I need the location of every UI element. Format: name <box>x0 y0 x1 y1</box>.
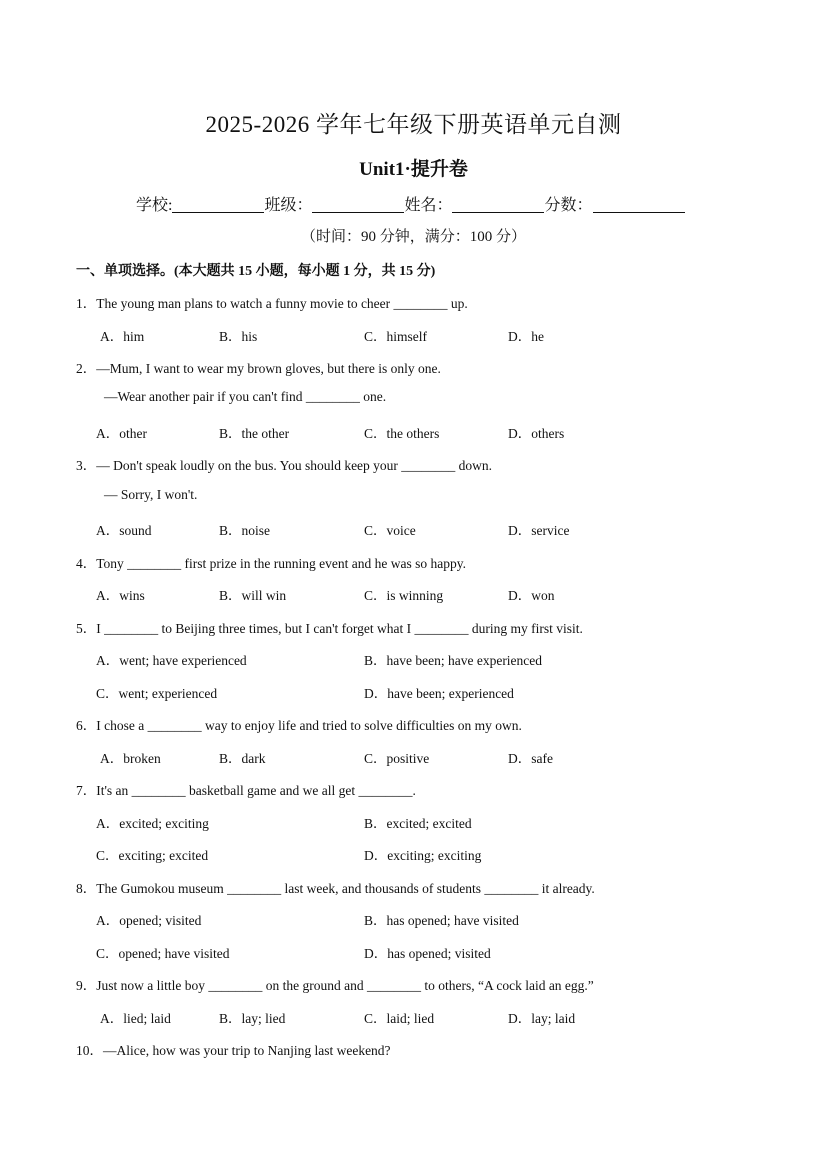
q4-option-c: C．is winning <box>364 588 444 603</box>
score-blank <box>593 196 685 213</box>
question-8: 8．The Gumokou museum ________ last week, and thousands of students ________ it already. <box>76 881 595 896</box>
class-label: 班级： <box>264 197 313 214</box>
q7-option-b: B．excited; excited <box>364 816 472 831</box>
q3-option-d: D．service <box>508 523 570 538</box>
question-3: 3．— Don't speak loudly on the bus. You should keep your ________ down. <box>76 458 493 473</box>
page-title: 2025-2026 学年七年级下册英语单元自测 <box>205 112 622 137</box>
q2-option-c: C．the others <box>364 426 440 441</box>
q9-option-d: D．lay; laid <box>508 1011 576 1026</box>
name-blank <box>452 196 544 213</box>
q2-option-d: D．others <box>508 426 565 441</box>
q2-option-b: B．the other <box>219 426 290 441</box>
school-label: 学校: <box>136 197 173 214</box>
q1-option-b: B．his <box>219 329 258 344</box>
question-10: 10．—Alice, how was your trip to Nanjing last weekend? <box>76 1043 391 1058</box>
q6-option-b: B．dark <box>219 751 266 766</box>
class-blank <box>312 196 404 213</box>
question-9: 9．Just now a little boy ________ on the ground and ________ to others, “A cock laid an egg.” <box>76 978 594 993</box>
question-7: 7．It's an ________ basketball game and we all get ________. <box>76 783 416 798</box>
q5-option-d: D．have been; experienced <box>364 686 514 701</box>
q6-option-d: D．safe <box>508 751 553 766</box>
q6-option-a: A．broken <box>100 751 161 766</box>
q2-option-a: A．other <box>96 426 147 441</box>
q1-option-a: A．him <box>100 329 145 344</box>
question-6: 6．I chose a ________ way to enjoy life and tried to solve difficulties on my own. <box>76 718 522 733</box>
q5-option-b: B．have been; have experienced <box>364 653 543 668</box>
q9-option-b: B．lay; lied <box>219 1011 286 1026</box>
q5-option-c: C．went; experienced <box>96 686 218 701</box>
time-info: （时间：90 分钟，满分：100 分） <box>300 229 526 245</box>
q8-option-c: C．opened; have visited <box>96 946 230 961</box>
question-3-reply: — Sorry, I won't. <box>104 487 198 502</box>
q8-option-d: D．has opened; visited <box>364 946 491 961</box>
q5-option-a: A．went; have experienced <box>96 653 247 668</box>
q7-option-d: D．exciting; exciting <box>364 848 482 863</box>
page-subtitle: Unit1·提升卷 <box>359 159 468 180</box>
q9-option-c: C．laid; lied <box>364 1011 435 1026</box>
q6-option-c: C．positive <box>364 751 430 766</box>
question-4: 4．Tony ________ first prize in the running event and he was so happy. <box>76 556 466 571</box>
q9-option-a: A．lied; laid <box>100 1011 171 1026</box>
question-1: 1．The young man plans to watch a funny movie to cheer ________ up. <box>76 296 468 311</box>
q4-option-d: D．won <box>508 588 555 603</box>
q8-option-a: A．opened; visited <box>96 913 202 928</box>
q4-option-b: B．will win <box>219 588 287 603</box>
name-label: 姓名： <box>404 197 453 214</box>
q4-option-a: A．wins <box>96 588 145 603</box>
q7-option-a: A．excited; exciting <box>96 816 209 831</box>
question-2-reply: —Wear another pair if you can't find ________ one. <box>104 389 387 404</box>
question-5: 5．I ________ to Beijing three times, but I can't forget what I ________ during my first visit. <box>76 621 583 636</box>
q8-option-b: B．has opened; have visited <box>364 913 519 928</box>
student-info-line <box>136 192 685 215</box>
q1-option-d: D．he <box>508 329 544 344</box>
q3-option-b: B．noise <box>219 523 271 538</box>
score-label: 分数： <box>544 197 593 214</box>
q3-option-c: C．voice <box>364 523 416 538</box>
q1-option-c: C．himself <box>364 329 427 344</box>
q3-option-a: A．sound <box>96 523 152 538</box>
school-blank <box>172 196 264 213</box>
q7-option-c: C．exciting; excited <box>96 848 209 863</box>
question-2: 2．—Mum, I want to wear my brown gloves, but there is only one. <box>76 361 441 376</box>
section-title: 一、单项选择。(本大题共 15 小题，每小题 1 分，共 15 分) <box>76 264 436 279</box>
